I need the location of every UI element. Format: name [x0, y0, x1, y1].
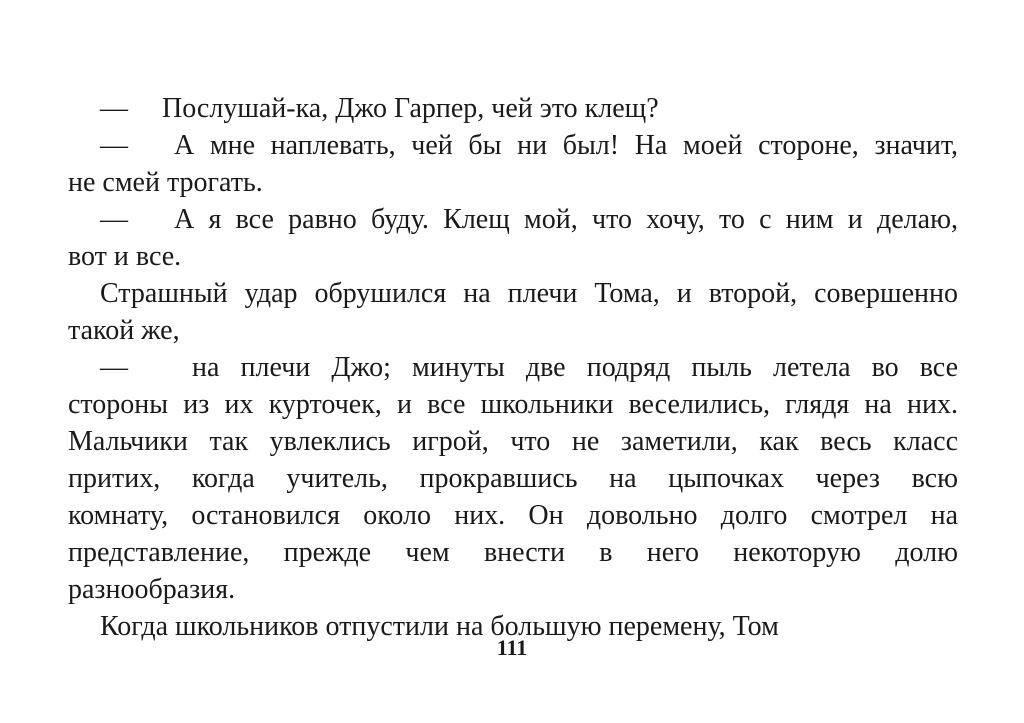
text-line-5: вот и все. — [68, 241, 182, 272]
text-line-8 — [100, 351, 958, 385]
line-text: на плечи Джо; минуты две подряд пыль летела во все — [192, 352, 958, 383]
text-line-4 — [100, 203, 958, 237]
text-line-6: Страшный удар обрушился на плечи Тома, и второй, совершенно — [100, 278, 958, 309]
text-line-3: не смей трогать. — [68, 167, 263, 198]
dialogue-dash: — — [100, 204, 128, 235]
dialogue-dash: — — [100, 352, 128, 383]
text-line-9: стороны из их курточек, и все школьники веселились, глядя на них. — [68, 389, 958, 420]
text-line-13: представление, прежде чем внести в него некоторую долю — [68, 537, 958, 568]
text-line-14: разнообразия. — [68, 574, 236, 605]
line-text: А мне наплевать, чей бы ни был! На моей стороне, значит, — [174, 130, 958, 161]
text-line-12: комнату, остановился около них. Он довольно долго смотрел на — [68, 500, 958, 531]
dialogue-dash: — — [100, 93, 128, 124]
dialogue-dash: — — [100, 130, 128, 161]
text-line-7: такой же, — [68, 315, 180, 346]
text-line-10: Мальчики так увлеклись игрой, что не заметили, как весь класс — [68, 426, 958, 457]
text-line-1 — [100, 92, 720, 126]
text-line-15: Когда школьников отпустили на большую перемену, Том — [100, 611, 779, 642]
text-line-11: притих, когда учитель, прокравшись на цыпочках через всю — [68, 463, 958, 494]
page-number: 111 — [496, 635, 528, 660]
text-line-2 — [100, 129, 958, 163]
line-text: А я все равно буду. Клещ мой, что хочу, то с ним и делаю, — [174, 204, 958, 235]
line-text: Послушай-ка, Джо Гарпер, чей это клещ? — [162, 93, 659, 124]
